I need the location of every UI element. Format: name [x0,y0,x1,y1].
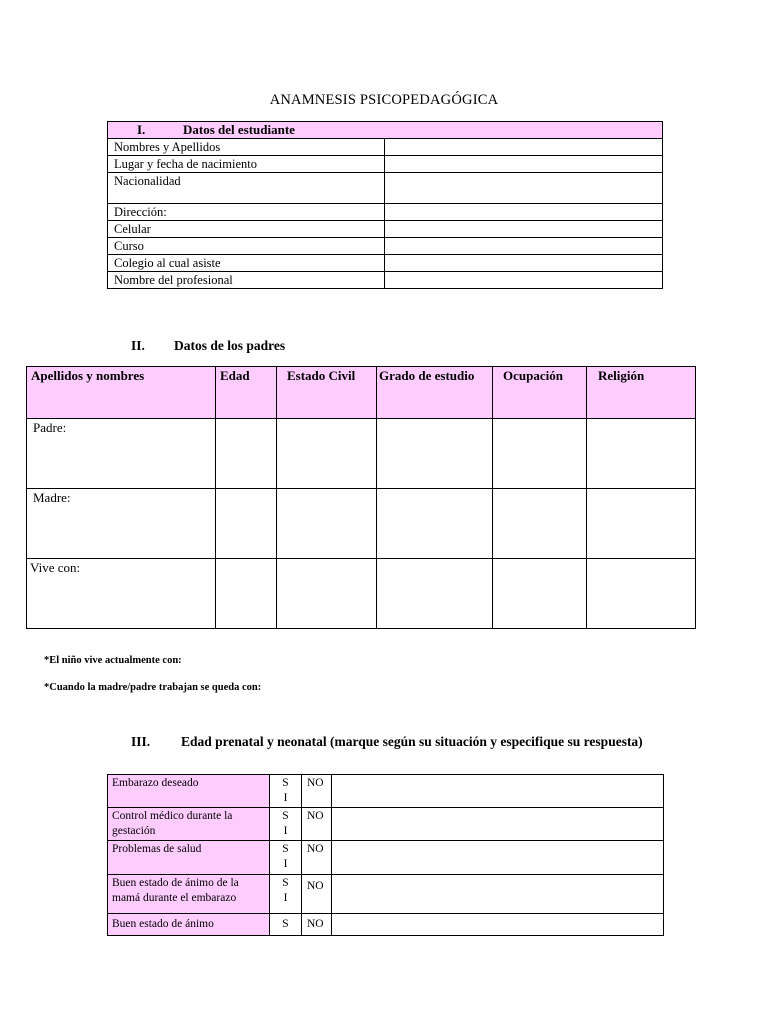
row-label: Madre: [27,489,216,559]
column-header: Religión [587,367,696,419]
no-option[interactable]: NO [302,808,332,841]
row-label: Buen estado de ánimo [108,914,270,936]
row-label: Curso [108,238,385,255]
row-label: Dirección: [108,204,385,221]
section-2-number: II. [131,338,145,353]
note-stays-with: *Cuando la madre/padre trabajan se queda con: [44,682,262,693]
cell[interactable] [277,489,377,559]
row-label: Vive con: [27,559,216,629]
column-header: Ocupación [493,367,587,419]
row-label: Nombres y Apellidos [108,139,385,156]
cell[interactable] [377,419,493,489]
section-2-heading: Datos de los padres [174,338,286,353]
note-lives-with: *El niño vive actualmente con: [44,655,182,666]
section-1-number: I. [137,122,146,137]
no-option[interactable]: NO [302,914,332,936]
row-label: Problemas de salud [108,841,270,875]
row-label: Embarazo deseado [108,775,270,808]
cell[interactable] [493,489,587,559]
yes-option[interactable]: S [270,914,302,936]
row-label: Colegio al cual asiste [108,255,385,272]
phone-field[interactable] [385,221,663,238]
cell[interactable] [277,559,377,629]
row-label: Nacionalidad [108,173,385,204]
column-header: Grado de estudio [377,367,493,419]
specify-field[interactable] [332,841,664,875]
student-data-table [107,121,663,289]
cell[interactable] [216,419,277,489]
column-header: Apellidos y nombres [27,367,216,419]
specify-field[interactable] [332,808,664,841]
nationality-field[interactable] [385,173,663,204]
cell[interactable] [587,489,696,559]
cell[interactable] [493,559,587,629]
professional-field[interactable] [385,272,663,289]
address-field[interactable] [385,204,663,221]
row-label: Lugar y fecha de nacimiento [108,156,385,173]
specify-field[interactable] [332,875,664,914]
row-label: Padre: [27,419,216,489]
section-1-heading: Datos del estudiante [183,122,295,137]
specify-field[interactable] [332,914,664,936]
column-header: Edad [216,367,277,419]
birth-field[interactable] [385,156,663,173]
row-label: Nombre del profesional [108,272,385,289]
row-label: Buen estado de ánimo de la mamá durante el embarazo [108,875,270,914]
name-field[interactable] [385,139,663,156]
cell[interactable] [377,489,493,559]
section-3-heading: Edad prenatal y neonatal (marque según su situación y especifique su respuesta) [181,734,643,749]
cell[interactable] [216,559,277,629]
section-3-number: III. [131,734,151,749]
cell[interactable] [277,419,377,489]
prenatal-table [107,774,664,936]
school-field[interactable] [385,255,663,272]
no-option[interactable]: NO [302,875,332,914]
yes-option[interactable]: SI [270,775,302,808]
yes-option[interactable]: SI [270,841,302,875]
no-option[interactable]: NO [302,841,332,875]
section-1-header [108,122,663,139]
cell[interactable] [587,559,696,629]
row-label: Control médico durante la gestación [108,808,270,841]
yes-option[interactable]: SI [270,808,302,841]
specify-field[interactable] [332,775,664,808]
page-title: ANAMNESIS PSICOPEDAGÓGICA [269,92,499,108]
column-header: Estado Civil [277,367,377,419]
course-field[interactable] [385,238,663,255]
cell[interactable] [587,419,696,489]
section-2-heading-line [131,338,285,354]
yes-option[interactable]: SI [270,875,302,914]
cell[interactable] [216,489,277,559]
cell[interactable] [493,419,587,489]
no-option[interactable]: NO [302,775,332,808]
row-label: Celular [108,221,385,238]
section-3-heading-line [131,734,643,750]
cell[interactable] [377,559,493,629]
parents-table [26,366,696,629]
